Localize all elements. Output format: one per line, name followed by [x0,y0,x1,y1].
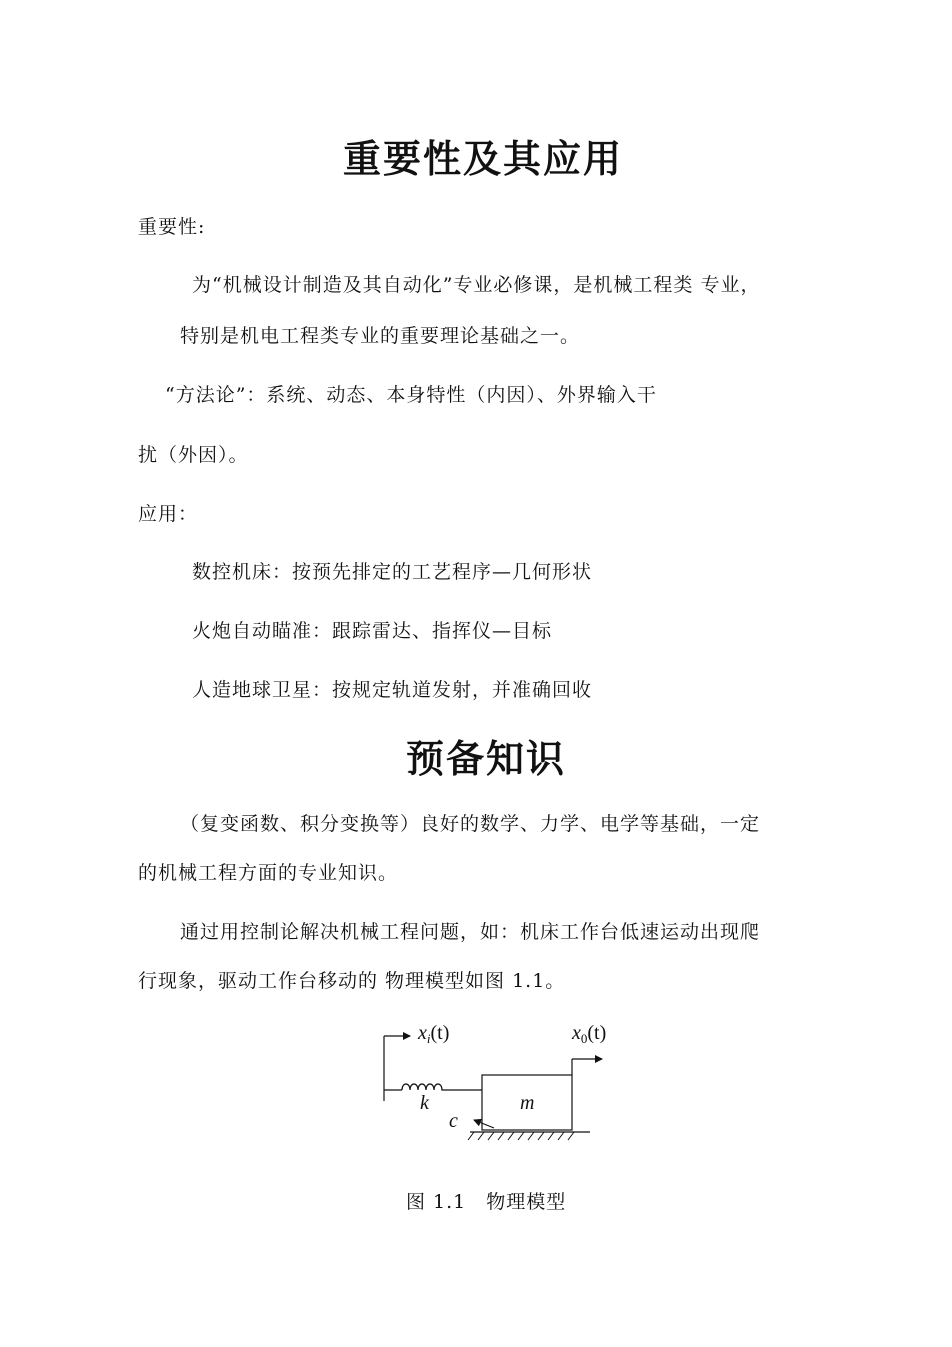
spring-constant-label: k [420,1092,429,1114]
section-title-importance: 重要性及其应用 [343,136,624,181]
application-item: 人造地球卫星：按规定轨道发射，并准确回收 [192,679,593,701]
prerequisites-line2: 的机械工程方面的专业知识。 [138,862,399,884]
damping-coefficient-label: c [449,1110,458,1132]
ground-hatching [468,1132,574,1140]
application-example-line1: 通过用控制论解决机械工程问题，如：机床工作台低速运动出现爬 [180,921,761,943]
application-item: 火炮自动瞄准：跟踪雷达、指挥仪—目标 [192,620,553,642]
importance-paragraph-line1: 为“机械设计制造及其自动化”专业必修课，是机械工程类 专业， [192,274,761,296]
importance-label: 重要性: [138,216,206,238]
output-displacement-label: $x_0(t)$ [572,1022,607,1047]
mass-label: m [520,1092,535,1114]
importance-paragraph-line2: 特别是机电工程类专业的重要理论基础之一。 [180,325,581,347]
section-title-prerequisites: 预备知识 [406,736,567,781]
application-item: 数控机床：按预先排定的工艺程序—几何形状 [192,561,593,583]
prerequisites-line1: （复变函数、积分变换等）良好的数学、力学、电学等基础，一定 [180,813,761,835]
methodology-line1: “方法论”：系统、动态、本身特性（内因）、外界输入干 [165,384,657,406]
applications-label: 应用： [138,503,199,525]
spring-icon [402,1084,482,1090]
application-example-line2: 行现象，驱动工作台移动的 物理模型如图 1.1。 [138,970,566,992]
methodology-line2: 扰（外因）。 [138,444,249,466]
figure-caption: 图 1.1 物理模型 [406,1191,567,1213]
input-displacement-label: $x_i(t)$ [418,1022,450,1047]
physical-model-figure [370,1018,610,1148]
